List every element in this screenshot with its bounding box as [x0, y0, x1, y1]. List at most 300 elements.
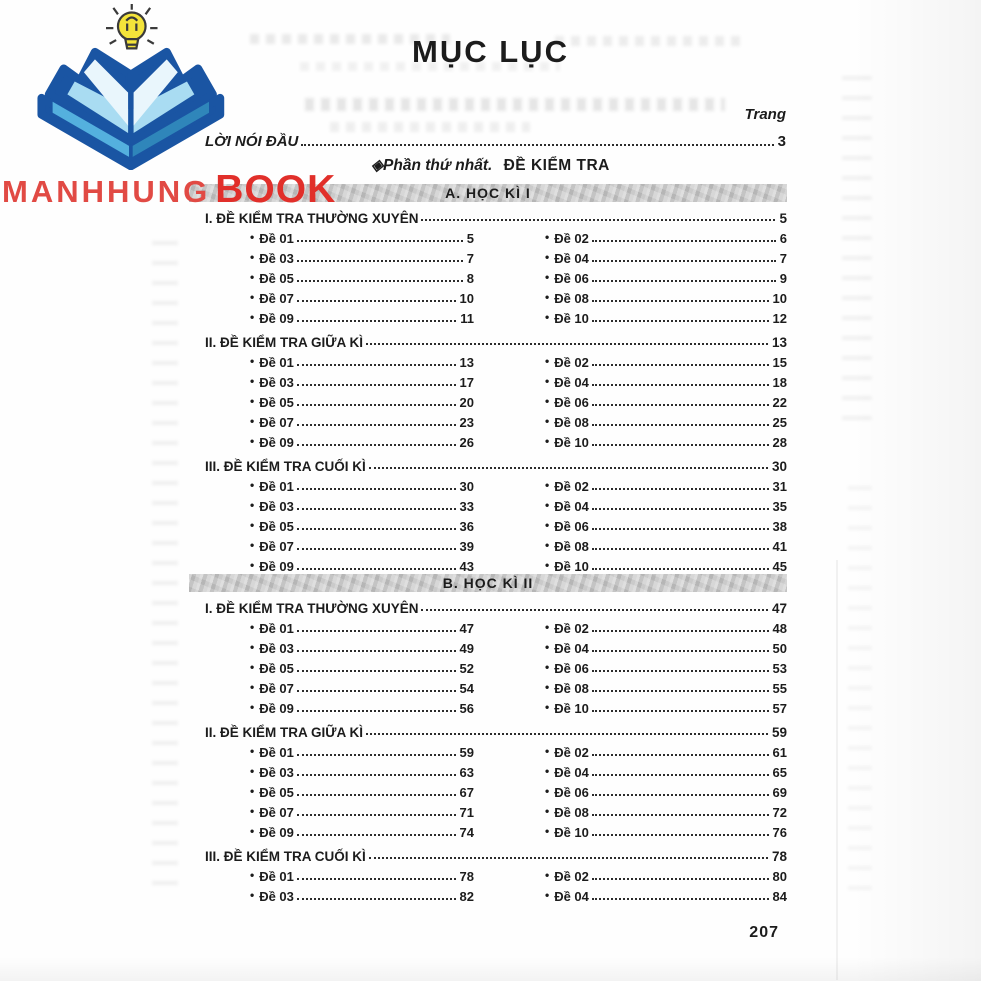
- toc-entry: [250, 350, 474, 370]
- toc-entry: [545, 266, 787, 286]
- open-book-icon: [42, 52, 220, 166]
- bullet-icon: •: [250, 744, 255, 758]
- part-name: ◈Phần thứ nhất.: [371, 157, 493, 174]
- entry-page: 30: [459, 479, 474, 494]
- entry-label: Đề 10: [554, 311, 589, 326]
- toc-entry: [545, 616, 787, 636]
- entry-label: Đề 08: [554, 681, 589, 696]
- entry-label: Đề 03: [259, 499, 294, 514]
- toc-entry: [250, 514, 474, 534]
- entry-label: Đề 05: [259, 395, 294, 410]
- bullet-icon: •: [250, 558, 255, 572]
- entry-label: Đề 02: [554, 621, 589, 636]
- toc-entry: [250, 656, 474, 676]
- subsection-label: I. ĐỀ KIỂM TRA THƯỜNG XUYÊN: [205, 601, 419, 616]
- toc-entry: [250, 676, 474, 696]
- brand-text: [2, 168, 336, 212]
- toc-entry: [545, 534, 787, 554]
- entry-label: Đề 01: [259, 745, 294, 760]
- entry-label: Đề 03: [259, 251, 294, 266]
- entry-page: 7: [466, 251, 474, 266]
- entry-page: 10: [772, 291, 787, 306]
- dot-leader: [592, 898, 769, 900]
- bullet-icon: •: [250, 888, 255, 902]
- entry-page: 25: [772, 415, 787, 430]
- entry-page: 84: [772, 889, 787, 904]
- entry-page: 17: [459, 375, 474, 390]
- dot-leader: [592, 404, 769, 406]
- entry-label: Đề 03: [259, 641, 294, 656]
- bullet-icon: •: [250, 498, 255, 512]
- toc-entry: [545, 636, 787, 656]
- dot-leader: [592, 630, 769, 632]
- entry-label: Đề 07: [259, 681, 294, 696]
- entry-label: Đề 07: [259, 415, 294, 430]
- toc-entry: [545, 760, 787, 780]
- dot-leader: [366, 733, 768, 735]
- toc-entry: [545, 656, 787, 676]
- subsection-title-row: [189, 842, 787, 864]
- entry-page: 23: [459, 415, 474, 430]
- toc-entry: [545, 554, 787, 574]
- bullet-icon: •: [545, 700, 550, 714]
- logo-graphic: [14, 4, 244, 170]
- toc-entry: [545, 306, 787, 326]
- entry-label: Đề 08: [554, 805, 589, 820]
- page-edge-shade: [851, 0, 981, 981]
- dot-leader: [592, 710, 769, 712]
- bullet-icon: •: [545, 414, 550, 428]
- subsection-page: 30: [771, 459, 787, 474]
- dot-leader: [297, 424, 456, 426]
- entry-page: 7: [779, 251, 787, 266]
- bullet-icon: •: [250, 414, 255, 428]
- page-title: MỤC LỤC: [412, 34, 569, 69]
- dot-leader: [592, 384, 769, 386]
- bullet-icon: •: [250, 310, 255, 324]
- entry-label: Đề 06: [554, 661, 589, 676]
- bullet-icon: •: [545, 868, 550, 882]
- dot-leader: [297, 774, 456, 776]
- bullet-icon: •: [250, 764, 255, 778]
- entry-page: 48: [772, 621, 787, 636]
- dot-leader: [592, 488, 769, 490]
- bullet-icon: •: [545, 290, 550, 304]
- entry-page: 52: [459, 661, 474, 676]
- entry-page: 78: [459, 869, 474, 884]
- toc-entry: [250, 696, 474, 716]
- bullet-icon: •: [545, 804, 550, 818]
- dot-leader: [592, 508, 769, 510]
- dot-leader: [297, 508, 456, 510]
- entry-page: 56: [459, 701, 474, 716]
- dot-leader: [297, 878, 456, 880]
- toc-entry: [545, 740, 787, 760]
- toc-entry: [545, 246, 787, 266]
- entry-page: 20: [459, 395, 474, 410]
- bullet-icon: •: [545, 310, 550, 324]
- entry-page: 41: [772, 539, 787, 554]
- bullet-icon: •: [545, 784, 550, 798]
- section-header-label: A. HỌC KÌ I: [445, 185, 531, 201]
- toc-entry: [545, 286, 787, 306]
- toc-entry: [545, 226, 787, 246]
- bullet-icon: •: [250, 784, 255, 798]
- dot-leader: [297, 898, 456, 900]
- toc-entry: [545, 780, 787, 800]
- entry-label: Đề 09: [259, 701, 294, 716]
- toc-entry: [545, 410, 787, 430]
- entry-page: 71: [459, 805, 474, 820]
- entry-label: Đề 08: [554, 539, 589, 554]
- dot-leader: [297, 488, 456, 490]
- dot-leader: [297, 364, 456, 366]
- entry-label: Đề 07: [259, 291, 294, 306]
- toc-entry: [250, 430, 474, 450]
- entry-page: 65: [772, 765, 787, 780]
- toc-section: [189, 574, 787, 904]
- bullet-icon: •: [250, 290, 255, 304]
- entry-label: Đề 09: [259, 559, 294, 574]
- entry-label: Đề 03: [259, 375, 294, 390]
- entry-label: Đề 02: [554, 231, 589, 246]
- bullet-icon: •: [545, 270, 550, 284]
- bullet-icon: •: [545, 660, 550, 674]
- entry-page: 33: [459, 499, 474, 514]
- entry-page: 18: [772, 375, 787, 390]
- entry-label: Đề 06: [554, 395, 589, 410]
- section-header-label: B. HỌC KÌ II: [442, 575, 534, 591]
- entry-page: 6: [779, 231, 787, 246]
- entry-page: 13: [459, 355, 474, 370]
- entry-page: 47: [459, 621, 474, 636]
- entry-page: 63: [459, 765, 474, 780]
- dot-leader: [592, 794, 769, 796]
- entry-page: 31: [772, 479, 787, 494]
- bullet-icon: •: [545, 478, 550, 492]
- entry-page: 5: [466, 231, 474, 246]
- toc-entry: [250, 800, 474, 820]
- dot-leader: [592, 814, 769, 816]
- entry-page: 72: [772, 805, 787, 820]
- subsection-title-row: [189, 328, 787, 350]
- entry-page: 69: [772, 785, 787, 800]
- dot-leader: [592, 424, 769, 426]
- entry-page: 49: [459, 641, 474, 656]
- subsection-page: 78: [771, 849, 787, 864]
- dot-leader: [297, 280, 463, 282]
- toc-entry: [250, 410, 474, 430]
- bullet-icon: •: [545, 498, 550, 512]
- subsection-title-row: [189, 718, 787, 740]
- dot-leader: [592, 280, 776, 282]
- entry-grid: [189, 350, 787, 450]
- dot-leader: [592, 650, 769, 652]
- bleed-through-artifact: [152, 225, 178, 885]
- entry-page: 74: [459, 825, 474, 840]
- entry-label: Đề 02: [554, 869, 589, 884]
- section-header-bar: [189, 574, 787, 592]
- entry-label: Đề 04: [554, 889, 589, 904]
- toc-subsection: [189, 718, 787, 840]
- dot-leader: [301, 144, 773, 146]
- toc-entry: [250, 390, 474, 410]
- entry-page: 36: [459, 519, 474, 534]
- entry-label: Đề 10: [554, 435, 589, 450]
- toc-entry: [250, 534, 474, 554]
- bullet-icon: •: [250, 620, 255, 634]
- entry-label: Đề 01: [259, 869, 294, 884]
- bullet-icon: •: [250, 640, 255, 654]
- entry-page: 55: [772, 681, 787, 696]
- entry-label: Đề 05: [259, 661, 294, 676]
- entry-page: 12: [772, 311, 787, 326]
- bullet-icon: •: [545, 230, 550, 244]
- entry-grid: [189, 864, 787, 904]
- subsection-page: 47: [771, 601, 787, 616]
- entry-page: 59: [459, 745, 474, 760]
- entry-label: Đề 10: [554, 701, 589, 716]
- bullet-icon: •: [545, 620, 550, 634]
- toc-subsection: [189, 842, 787, 904]
- dot-leader: [297, 260, 463, 262]
- manhhung-book-logo: [0, 2, 337, 220]
- dot-leader: [366, 343, 768, 345]
- entry-label: Đề 09: [259, 825, 294, 840]
- toc-subsection: [189, 328, 787, 450]
- entry-label: Đề 01: [259, 231, 294, 246]
- toc-entry: [250, 286, 474, 306]
- dot-leader: [297, 814, 456, 816]
- entry-grid: [189, 740, 787, 840]
- entry-label: Đề 01: [259, 621, 294, 636]
- dot-leader: [592, 774, 769, 776]
- toc-entry: [545, 390, 787, 410]
- entry-page: 22: [772, 395, 787, 410]
- page-column-header: Trang: [744, 106, 786, 123]
- dot-leader: [297, 404, 456, 406]
- toc-subsection: [189, 594, 787, 716]
- bullet-icon: •: [250, 230, 255, 244]
- toc-entry: [545, 676, 787, 696]
- entry-page: 76: [772, 825, 787, 840]
- entry-label: Đề 09: [259, 311, 294, 326]
- toc-entry: [545, 370, 787, 390]
- dot-leader: [297, 670, 456, 672]
- entry-label: Đề 03: [259, 889, 294, 904]
- toc-entry: [250, 226, 474, 246]
- bullet-icon: •: [250, 374, 255, 388]
- entry-page: 50: [772, 641, 787, 656]
- subsection-page: 5: [779, 211, 787, 226]
- toc-entry: [250, 370, 474, 390]
- dot-leader: [297, 528, 456, 530]
- part-title: ĐỀ KIỂM TRA: [503, 157, 610, 174]
- toc-entry: [545, 820, 787, 840]
- entry-grid: [189, 474, 787, 574]
- entry-page: 53: [772, 661, 787, 676]
- page-bottom-shade: [0, 957, 981, 981]
- subsection-page: 59: [771, 725, 787, 740]
- dot-leader: [592, 260, 776, 262]
- bullet-icon: •: [545, 640, 550, 654]
- toc-entry: [250, 740, 474, 760]
- entry-page: 9: [779, 271, 787, 286]
- entry-label: Đề 04: [554, 251, 589, 266]
- brand-first-word: MANHHUNG: [2, 174, 211, 209]
- bullet-icon: •: [250, 250, 255, 264]
- toc-entry: [250, 884, 474, 904]
- entry-label: Đề 04: [554, 375, 589, 390]
- toc-entry: [250, 780, 474, 800]
- dot-leader: [592, 878, 769, 880]
- brand-second-word: BOOK: [215, 168, 337, 211]
- dot-leader: [592, 754, 769, 756]
- toc-subsection: [189, 452, 787, 574]
- entry-page: 10: [459, 291, 474, 306]
- entry-page: 38: [772, 519, 787, 534]
- toc-entry: [545, 864, 787, 884]
- section-body: [189, 594, 787, 904]
- entry-page: 39: [459, 539, 474, 554]
- dot-leader: [592, 528, 769, 530]
- toc-entry: [545, 350, 787, 370]
- bullet-icon: •: [250, 270, 255, 284]
- entry-label: Đề 10: [554, 559, 589, 574]
- folio-page-number: 207: [749, 924, 779, 941]
- bullet-icon: •: [545, 764, 550, 778]
- bullet-icon: •: [250, 354, 255, 368]
- entry-page: 26: [459, 435, 474, 450]
- entry-label: Đề 07: [259, 805, 294, 820]
- bullet-icon: •: [545, 744, 550, 758]
- entry-label: Đề 10: [554, 825, 589, 840]
- bullet-icon: •: [545, 374, 550, 388]
- dot-leader: [297, 384, 456, 386]
- entry-label: Đề 05: [259, 271, 294, 286]
- bullet-icon: •: [250, 538, 255, 552]
- bullet-icon: •: [545, 824, 550, 838]
- dot-leader: [421, 609, 767, 611]
- preface-page: 3: [777, 133, 786, 150]
- bullet-icon: •: [250, 434, 255, 448]
- dot-leader: [369, 467, 768, 469]
- entry-page: 28: [772, 435, 787, 450]
- dot-leader: [297, 690, 456, 692]
- entry-label: Đề 09: [259, 435, 294, 450]
- entry-label: Đề 04: [554, 499, 589, 514]
- toc-entry: [545, 696, 787, 716]
- entry-label: Đề 05: [259, 519, 294, 534]
- bullet-icon: •: [250, 804, 255, 818]
- entry-label: Đề 02: [554, 355, 589, 370]
- dot-leader: [592, 670, 769, 672]
- dot-leader: [592, 364, 769, 366]
- dot-leader: [297, 320, 456, 322]
- subsection-label: III. ĐỀ KIỂM TRA CUỐI KÌ: [205, 849, 366, 864]
- dot-leader: [592, 568, 769, 570]
- light-bulb-icon: [106, 4, 158, 48]
- entry-label: Đề 01: [259, 479, 294, 494]
- dot-leader: [592, 444, 769, 446]
- subsection-title-row: [189, 594, 787, 616]
- dot-leader: [592, 834, 769, 836]
- bullet-icon: •: [250, 680, 255, 694]
- dot-leader: [297, 548, 456, 550]
- dot-leader: [297, 834, 456, 836]
- bullet-icon: •: [545, 518, 550, 532]
- toc-entry: [250, 760, 474, 780]
- entry-label: Đề 02: [554, 479, 589, 494]
- subsection-label: I. ĐỀ KIỂM TRA THƯỜNG XUYÊN: [205, 211, 419, 226]
- dot-leader: [421, 219, 775, 221]
- toc-entry: [250, 266, 474, 286]
- dot-leader: [297, 568, 456, 570]
- dot-leader: [592, 240, 776, 242]
- toc-entry: [545, 494, 787, 514]
- entry-page: 15: [772, 355, 787, 370]
- toc-entry: [545, 884, 787, 904]
- dot-leader: [297, 444, 456, 446]
- entry-grid: [189, 226, 787, 326]
- subsection-title-row: [189, 452, 787, 474]
- page-seam: [836, 560, 838, 980]
- bullet-icon: •: [545, 680, 550, 694]
- toc-section: [189, 184, 787, 574]
- preface-label: LỜI NÓI ĐẦU: [205, 133, 299, 150]
- toc-entry: [250, 246, 474, 266]
- toc-entry: [545, 430, 787, 450]
- toc-entry: [545, 514, 787, 534]
- bullet-icon: •: [250, 394, 255, 408]
- dot-leader: [592, 548, 769, 550]
- dot-leader: [592, 690, 769, 692]
- dot-leader: [592, 300, 769, 302]
- entry-page: 61: [772, 745, 787, 760]
- bullet-icon: •: [545, 538, 550, 552]
- bullet-icon: •: [250, 824, 255, 838]
- bullet-icon: •: [545, 394, 550, 408]
- entry-label: Đề 05: [259, 785, 294, 800]
- bullet-icon: •: [545, 558, 550, 572]
- entry-page: 67: [459, 785, 474, 800]
- subsection-label: III. ĐỀ KIỂM TRA CUỐI KÌ: [205, 459, 366, 474]
- entry-label: Đề 06: [554, 271, 589, 286]
- dot-leader: [592, 320, 769, 322]
- bullet-icon: •: [250, 518, 255, 532]
- entry-label: Đề 07: [259, 539, 294, 554]
- entry-label: Đề 01: [259, 355, 294, 370]
- entry-page: 57: [772, 701, 787, 716]
- bullet-icon: •: [545, 434, 550, 448]
- toc-entry: [250, 474, 474, 494]
- entry-page: 43: [459, 559, 474, 574]
- entry-label: Đề 02: [554, 745, 589, 760]
- bullet-icon: •: [250, 700, 255, 714]
- bullet-icon: •: [250, 478, 255, 492]
- entry-page: 45: [772, 559, 787, 574]
- dot-leader: [297, 794, 456, 796]
- dot-leader: [297, 300, 456, 302]
- toc-entry: [545, 800, 787, 820]
- dot-leader: [297, 630, 456, 632]
- entry-label: Đề 08: [554, 415, 589, 430]
- dot-leader: [297, 710, 456, 712]
- toc-entry: [250, 820, 474, 840]
- bullet-icon: •: [545, 250, 550, 264]
- toc-entry: [250, 616, 474, 636]
- entry-page: 8: [466, 271, 474, 286]
